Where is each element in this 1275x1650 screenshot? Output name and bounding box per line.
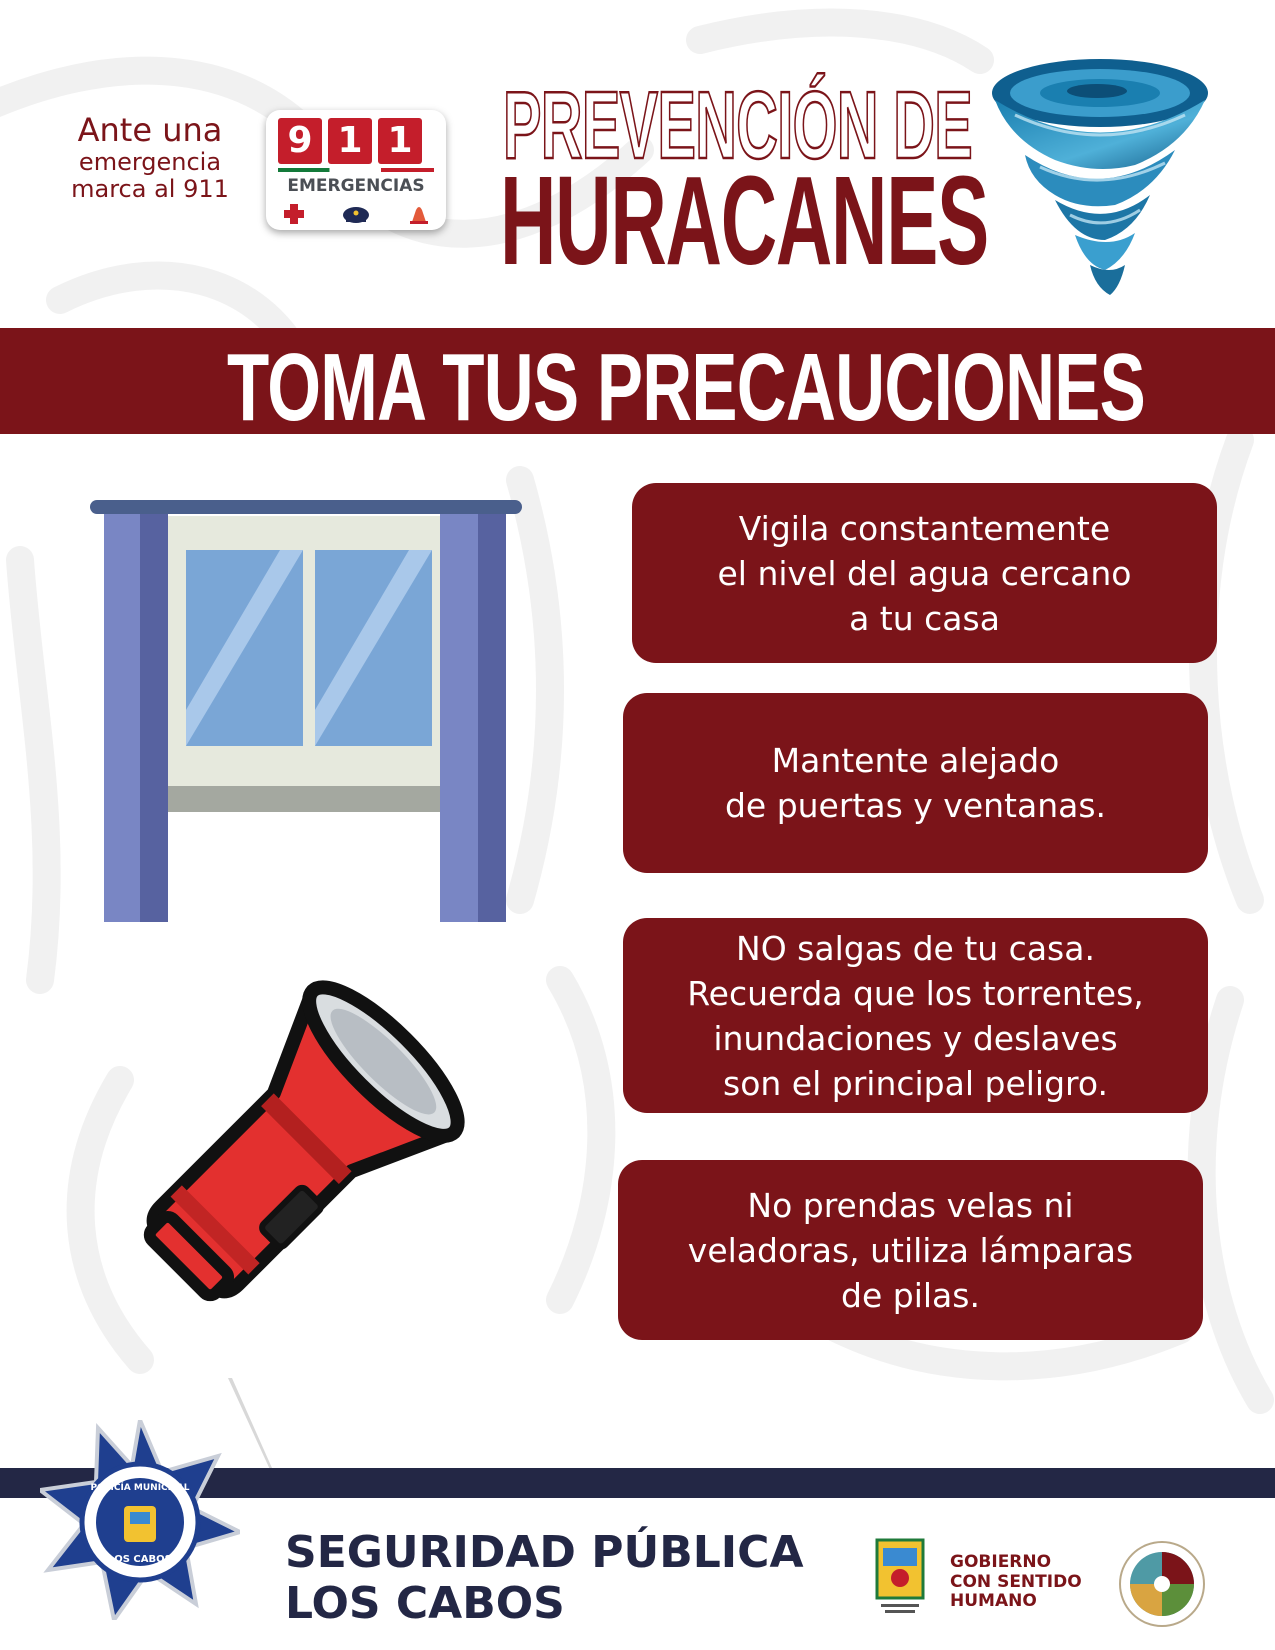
badge-bottom-text: LOS CABOS [108,1554,172,1565]
tip2-line2: de puertas y ventanas. [724,786,1107,825]
flag-stripe [278,168,434,172]
emergency-call-text [50,112,250,204]
ante-line3: marca al 911 [71,175,229,204]
los-cabos-shield-icon [875,1538,925,1618]
gobierno-con-sentido-humano [950,1553,1082,1612]
tip4-line1: No prendas velas ni [747,1185,1074,1225]
emergency-services-icons [284,202,434,226]
digit-9: 9 [278,118,322,164]
tip-stay-home [623,918,1208,1113]
ante-line1: Ante una [77,111,223,149]
badge-top-text: POLICÍA MUNICIPAL [90,1483,190,1493]
gov-line3: HUMANO [950,1591,1037,1612]
title-prevencion: PREVENCIÓN DE [503,72,973,179]
tip3-line4: son el principal peligro. [723,1063,1108,1103]
tip1-line1: Vigila constantemente [738,508,1111,548]
emergency-911-logo [266,110,446,230]
red-cross-icon [284,204,304,224]
org-line1: SEGURIDAD PÚBLICA [285,1527,804,1578]
digit-1a: 1 [328,118,372,164]
title-huracanes: HURACANES [500,150,988,291]
org-line2: LOS CABOS [285,1577,565,1629]
tip3-line1: NO salgas de tu casa. [736,928,1095,968]
tip4-line2: veladoras, utiliza lámparas [687,1230,1134,1270]
tip2-line1: Mantente alejado [771,741,1060,780]
flashlight-icon [100,955,490,1345]
precautions-banner [0,328,1275,441]
tip-no-candles [618,1160,1203,1340]
tip1-line3: a tu casa [849,598,1000,638]
gov-line1: GOBIERNO [950,1552,1052,1572]
seguridad-publica-title [285,1528,804,1629]
emergency-label: EMERGENCIAS [287,176,425,196]
tip1-line2: el nivel del agua cercano [717,553,1132,593]
fire-bell-icon [410,207,428,224]
digit-1b: 1 [378,118,422,164]
tip3-line3: inundaciones y deslaves [713,1018,1118,1058]
tip-water-level [632,483,1217,663]
tip-doors-windows [623,693,1208,873]
window-icon [90,500,530,925]
police-star-badge-icon [40,1420,240,1620]
tip4-line3: de pilas. [841,1275,980,1315]
ayuntamiento-seal-icon [1118,1540,1206,1628]
tip3-line2: Recuerda que los torrentes, [687,973,1144,1013]
gov-line2: CON SENTIDO [950,1571,1082,1592]
tornado-icon [985,55,1215,295]
banner-text: TOMA TUS PRECAUCIONES [227,334,1146,441]
police-cap-icon [343,207,369,223]
ante-line2: emergencia [78,147,222,176]
